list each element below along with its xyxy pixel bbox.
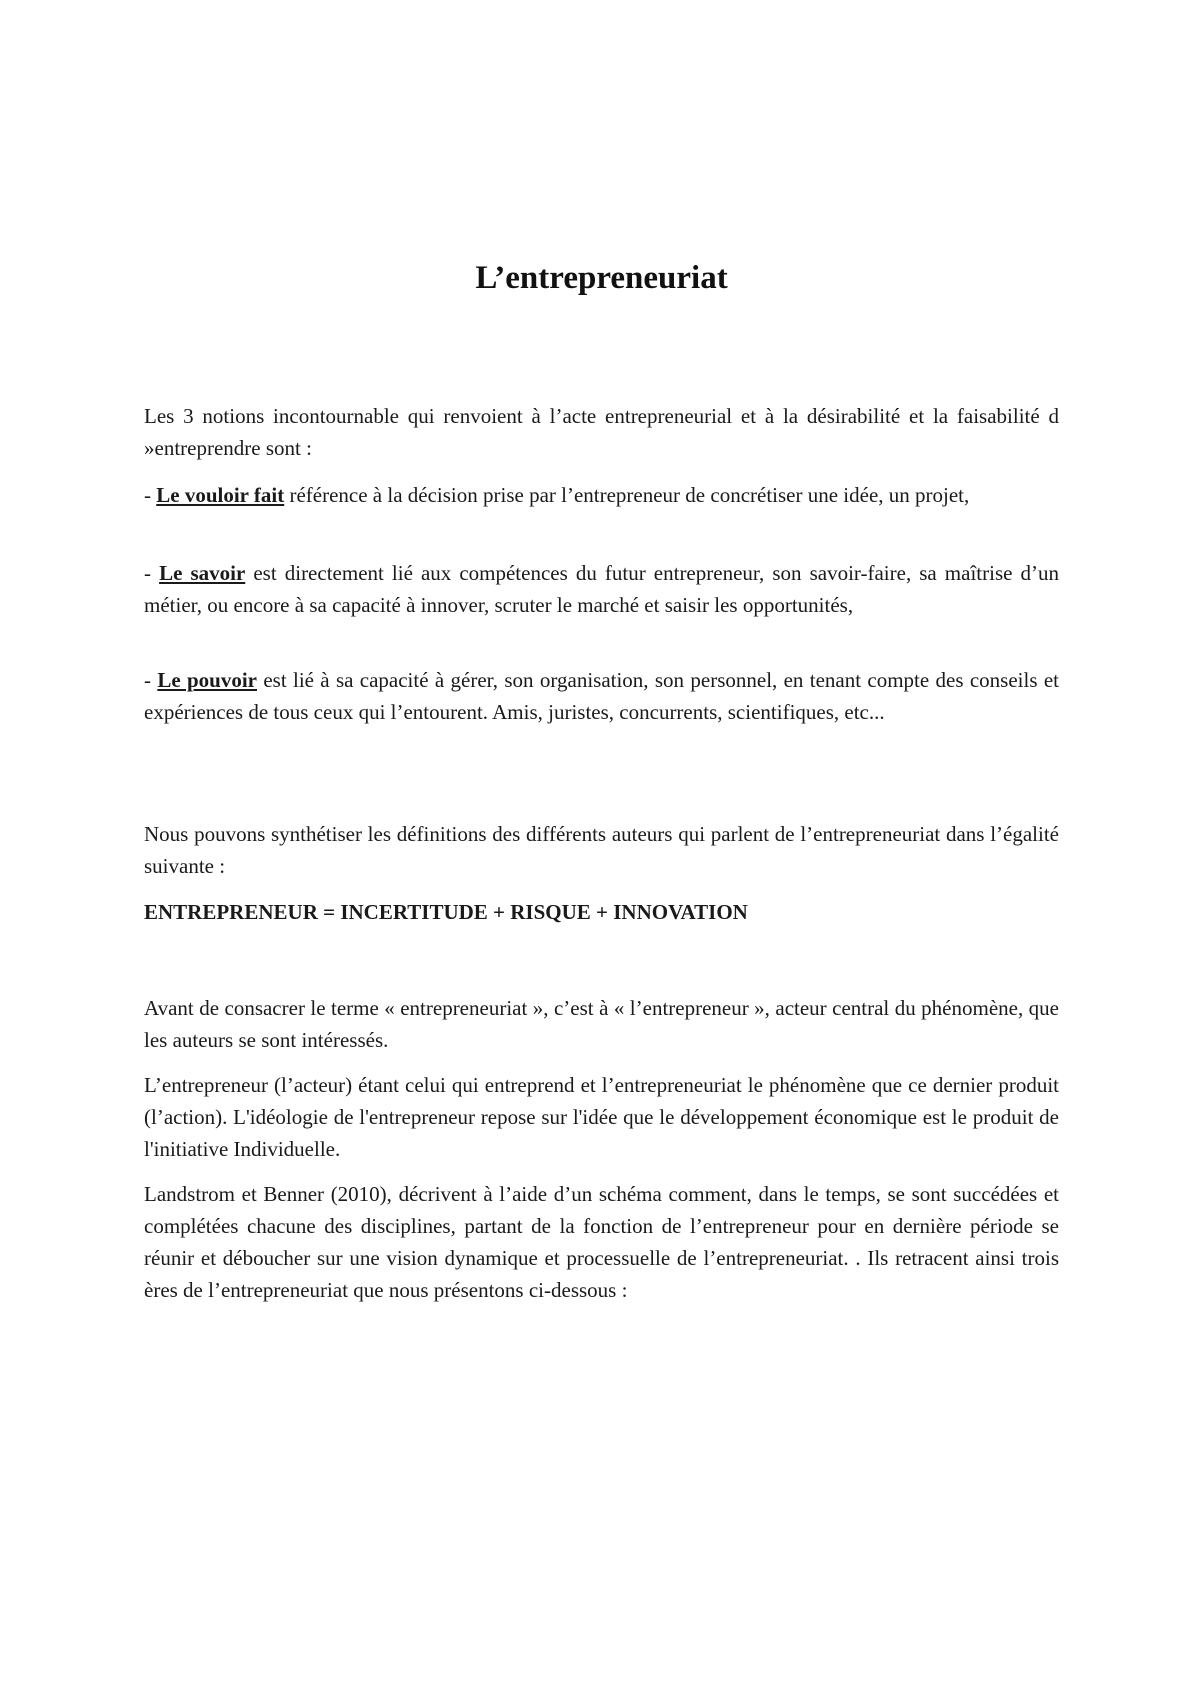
notion-term: Le pouvoir	[157, 668, 257, 692]
notion-text: est directement lié aux compétences du futur entrepreneur, son savoir-faire, sa maîtrise d’un métier, ou encore à sa capacité à innover, scruter le marché et saisir les opportunités,	[144, 561, 1060, 617]
notion-text: est lié à sa capacité à gérer, son organisation, son personnel, en tenant compte des conseils et expériences de tous ceux qui l’entourent. Amis, juristes, concurrents, scientifiques, etc...	[144, 668, 1059, 724]
notion-term: Le savoir	[159, 561, 246, 585]
synthesis-paragraph: Nous pouvons synthétiser les définitions des différents auteurs qui parlent de l’entrepreneuriat dans l’égalité suivante :	[144, 822, 1059, 878]
paragraph-acteur-action: L’entrepreneur (l’acteur) étant celui qui entreprend et l’entrepreneuriat le phénomène que ce dernier produit (l’action). L'idéologie de l'entrepreneur repose sur l'idée que le développement économique est le produit de l'initiative Individuelle.	[144, 1073, 1059, 1161]
notion-term: Le vouloir fait	[156, 483, 285, 507]
notion-pouvoir	[144, 664, 1059, 728]
notion-dash: -	[144, 483, 157, 507]
entrepreneur-formula: ENTREPRENEUR = INCERTITUDE + RISQUE + INNOVATION	[144, 900, 748, 924]
page-title: L’entrepreneuriat	[475, 260, 728, 296]
notion-text: référence à la décision prise par l’entrepreneur de concrétiser une idée, un projet,	[284, 483, 970, 507]
notion-dash: -	[144, 668, 158, 692]
paragraph-landstrom-benner: Landstrom et Benner (2010), décrivent à l’aide d’un schéma comment, dans le temps, se sont succédées et complétées chacune des disciplines, partant de la fonction de l’entrepreneur pour en dernière période se réunir et déboucher sur une vision dynamique et processuelle de l’entrepreneuriat. . Ils retracent ainsi trois ères de l’entrepreneuriat que nous présentons ci-dessous :	[144, 1182, 1059, 1302]
notion-savoir	[144, 557, 1059, 621]
notion-vouloir	[144, 479, 1059, 511]
intro-paragraph: Les 3 notions incontournable qui renvoient à l’acte entrepreneurial et à la désirabilité et la faisabilité d »entreprendre sont :	[144, 404, 1059, 460]
paragraph-entrepreneur-term: Avant de consacrer le terme « entrepreneuriat », c’est à « l’entrepreneur », acteur central du phénomène, que les auteurs se sont intéressés.	[144, 996, 1059, 1052]
notion-dash: -	[144, 561, 160, 585]
